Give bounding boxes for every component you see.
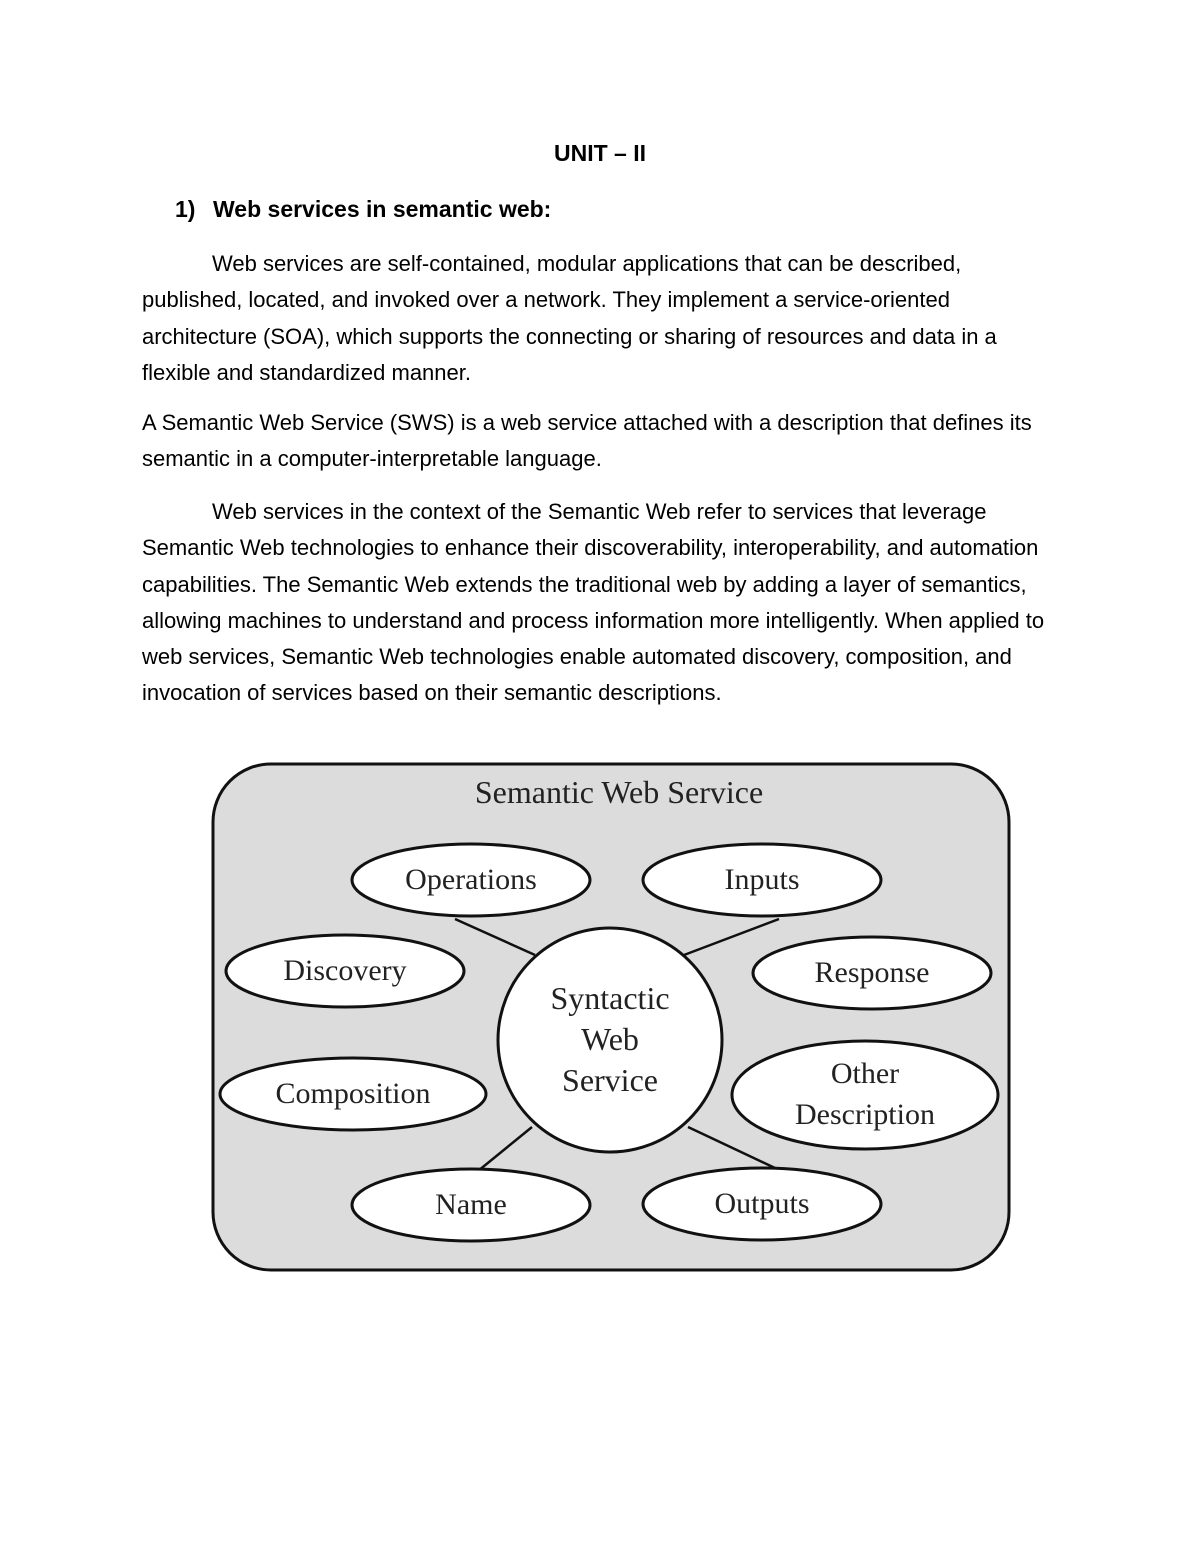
node-discovery [226, 935, 464, 1007]
center-label-line2: Web [581, 1021, 639, 1057]
node-composition [220, 1058, 486, 1130]
node-name-label: Name [435, 1188, 507, 1221]
center-label-line3: Service [562, 1062, 658, 1098]
page-title: UNIT – II [553, 140, 646, 166]
semantic-web-service-diagram [205, 758, 1017, 1276]
paragraph-sws-definition: A Semantic Web Service (SWS) is a web service attached with a description that defines its semantic in a computer-interpretable language. [142, 410, 1032, 472]
node-composition-label: Composition [275, 1077, 431, 1110]
diagram-container-label: Semantic Web Service [474, 774, 764, 810]
center-label-line1: Syntactic [550, 980, 670, 1016]
node-discovery-label: Discovery [283, 954, 407, 987]
paragraph-web-services: Web services are self-contained, modular applications that can be described, published, located, and invoked over a network. They implement a service-oriented architecture (SOA), which supports the connecting or sharing of resources and data in a flexible and standardized manner. [142, 251, 997, 385]
node-response [753, 937, 991, 1009]
paragraph-semantic-context: Web services in the context of the Semantic Web refer to services that leverage Semantic Web technologies to enhance their discoverability, interoperability, and automation capabilities. The Semantic Web extends the traditional web by adding a layer of semantics, allowing machines to understand and process information more intelligently. When applied to web services, Semantic Web technologies enable automated discovery, composition, and invocation of services based on their semantic descriptions. [142, 499, 1045, 706]
node-operations [352, 844, 590, 916]
node-other-label-line2: Description [795, 1098, 935, 1131]
node-other-description [732, 1041, 998, 1149]
section-heading [175, 196, 551, 223]
node-other-label-line1: Other [830, 1057, 900, 1090]
node-outputs [643, 1168, 881, 1240]
node-name [352, 1169, 590, 1241]
node-syntactic-web-service [498, 928, 722, 1152]
node-operations-label: Operations [405, 863, 537, 896]
section-number: 1) [175, 196, 196, 222]
section-title: Web services in semantic web: [213, 196, 552, 222]
node-response-label: Response [814, 956, 930, 989]
node-inputs [643, 844, 881, 916]
node-outputs-label: Outputs [714, 1187, 810, 1220]
node-inputs-label: Inputs [724, 863, 800, 896]
